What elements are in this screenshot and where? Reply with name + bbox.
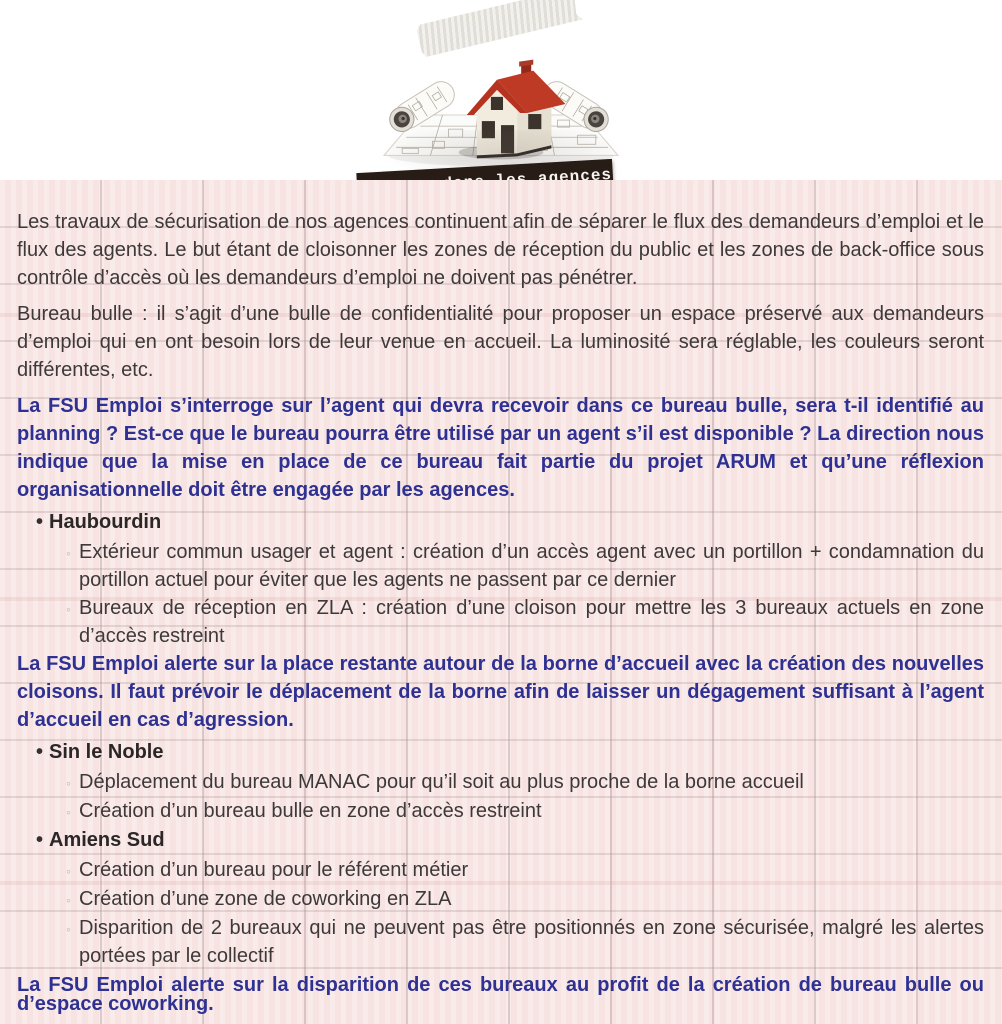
agency-item (66, 594, 984, 650)
sub-bullet-icon: ◦ (66, 775, 71, 791)
agency-name: Haubourdin (49, 511, 162, 533)
sub-bullet-icon: ◦ (66, 545, 71, 561)
fsu-note-borne-accueil: La FSU Emploi alerte sur la place restante autour de la borne d’accueil avec la création des nouvelles cloisons. Il faut prévoir le déplacement de la borne afin de laisser un dégagement suffisant à l’agent d’accueil en cas d’agression. (17, 653, 984, 731)
sub-bullet-icon: ◦ (66, 892, 71, 908)
sub-bullet-icon: ◦ (66, 601, 71, 617)
agency-item (66, 914, 984, 970)
bullet-icon: • (36, 741, 44, 763)
agency-item (66, 856, 984, 885)
header-area (0, 0, 1002, 180)
fsu-note-bureau-bulle: La FSU Emploi s’interroge sur l’agent qui devra recevoir dans ce bureau bulle, sera t-il identifié au planning ? Est-ce que le bureau pourra être utilisé par un agent s’il est disponible ? La direction nous indique que la mise en place de ce bureau fait partie du projet ARUM et qu’une réflexion organisationnelle doit être engagée par les agences. (17, 395, 984, 501)
fsu-note-disparition: La FSU Emploi alerte sur la disparition de ces bureaux au profit de la création de bureau bulle ou d’espace coworking. (17, 974, 984, 1015)
agency-item-text: Création d’un bureau pour le référent métier (79, 859, 469, 881)
house-window-icon (491, 97, 503, 110)
agency-item-text: Extérieur commun usager et agent : création d’un accès agent avec un portillon + condamnation du portillon actuel pour éviter que les agents ne passent par ce dernier (79, 541, 984, 591)
agency-item (66, 538, 984, 594)
agency-name: Sin le Noble (49, 741, 164, 763)
paragraph-bureau-bulle: Bureau bulle : il s’agit d’une bulle de confidentialité pour proposer un espace préservé aux demandeurs d’emploi qui en ont besoin lors de leur venue en accueil. La luminosité sera réglable, les couleurs seront différentes, etc. (17, 303, 984, 381)
agency-item-text: Création d’une zone de coworking en ZLA (79, 888, 452, 910)
sub-bullet-icon: ◦ (66, 863, 71, 879)
agency-sin-le-noble (36, 738, 984, 766)
bullet-icon: • (36, 511, 44, 533)
agency-item-text: Disparition de 2 bureaux qui ne peuvent pas être positionnés en zone sécurisée, malgré les alertes portées par le collectif (79, 917, 984, 967)
agency-item-text: Création d’un bureau bulle en zone d’accès restreint (79, 800, 542, 822)
paragraph-securisation: Les travaux de sécurisation de nos agences continuent afin de séparer le flux des demandeurs d’emploi et le flux des agents. Le but étant de cloisonner les zones de réception du public et les zones de back-office sous contrôle d’accès où les demandeurs d’emploi ne doivent pas pénétrer. (17, 211, 984, 289)
agency-item (66, 885, 984, 914)
sub-bullet-icon: ◦ (66, 921, 71, 937)
agency-item-text: Bureaux de réception en ZLA : création d’une cloison pour mettre les 3 bureaux actuels en zone d’accès restreint (79, 597, 984, 647)
agency-haubourdin (36, 508, 984, 536)
agency-item (66, 768, 984, 797)
agency-amiens-sud (36, 826, 984, 854)
agency-item (66, 797, 984, 826)
sub-bullet-icon: ◦ (66, 804, 71, 820)
agency-item-text: Déplacement du bureau MANAC pour qu’il soit au plus proche de la borne accueil (79, 771, 804, 793)
bullet-icon: • (36, 829, 44, 851)
agency-name: Amiens Sud (49, 829, 165, 851)
article-body (0, 180, 1002, 1024)
